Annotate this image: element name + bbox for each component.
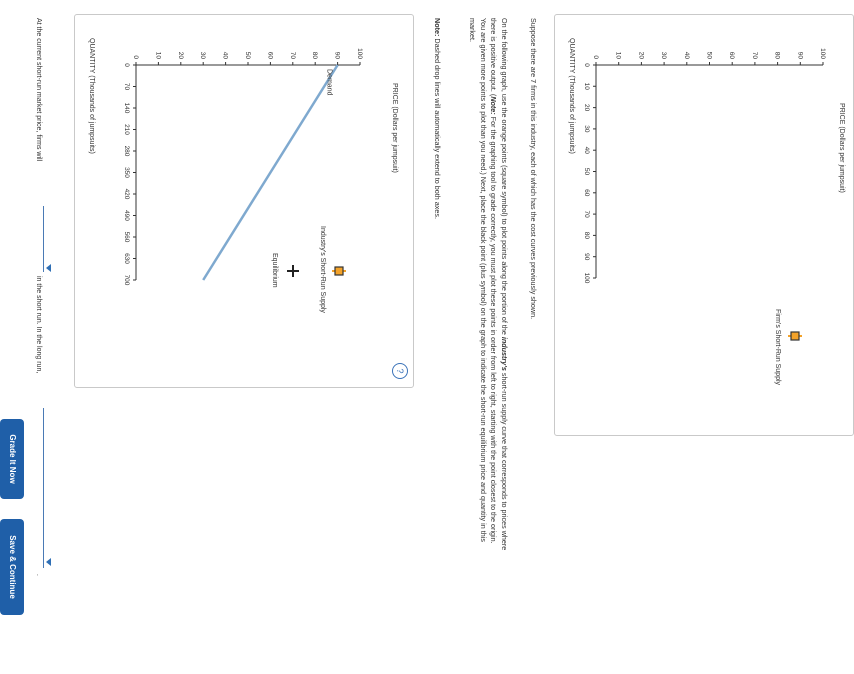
- x-tick-label: 50: [583, 167, 590, 176]
- instructions-text: [467, 18, 509, 554]
- equilibrium-legend-label: Equilibrium: [271, 253, 278, 288]
- y-tick-label: 60: [266, 51, 274, 59]
- y-tick-label: 90: [333, 51, 341, 59]
- chevron-down-icon[interactable]: [46, 558, 51, 566]
- y-axis-title: PRICE (Dollars per jumpsuit): [838, 103, 845, 193]
- x-tick-label: 560: [123, 231, 130, 243]
- intro-text: Suppose there are 7 firms in this industry, each of which has the cost curves previously shown.: [529, 18, 538, 320]
- y-axis-title: PRICE (Dollars per jumpsuit): [391, 83, 398, 173]
- footer-text-3: .: [35, 574, 42, 576]
- x-tick-label: 210: [123, 124, 130, 135]
- y-tick-label: 50: [705, 51, 713, 59]
- x-tick-label: 40: [583, 146, 590, 154]
- demand-label: Demand: [325, 69, 333, 96]
- y-tick-label: 10: [154, 51, 162, 59]
- y-tick-label: 80: [773, 51, 781, 59]
- y-tick-label: 100: [356, 48, 363, 59]
- footer-text-1: At the current short-run market price, firms will: [35, 18, 42, 162]
- x-tick-label: 350: [123, 167, 130, 178]
- x-tick-label: 140: [123, 102, 130, 114]
- industry-supply-legend-label: Industry's Short-Run Supply: [319, 226, 326, 313]
- y-tick-label: 70: [288, 51, 296, 59]
- firm-supply-graph-panel: [554, 14, 854, 436]
- y-tick-label: 0: [132, 55, 139, 59]
- x-axis-title: QUANTITY (Thousands of jumpsuits): [568, 38, 575, 154]
- x-tick-label: 30: [583, 125, 590, 133]
- y-tick-label: 80: [311, 51, 319, 59]
- x-tick-label: 0: [123, 63, 130, 67]
- y-tick-label: 30: [199, 51, 207, 59]
- x-tick-label: 90: [583, 253, 590, 261]
- instructions-note-label: Note:: [489, 96, 499, 115]
- note-label: Note:: [433, 18, 442, 37]
- firm-supply-legend-label: Firm's Short-Run Supply: [774, 309, 781, 386]
- y-tick-label: 70: [750, 51, 758, 59]
- chevron-down-icon[interactable]: [46, 264, 51, 272]
- y-tick-label: 40: [221, 51, 229, 59]
- x-tick-label: 70: [123, 82, 130, 91]
- y-tick-label: 50: [244, 51, 251, 59]
- industry-graph-panel: [74, 14, 414, 388]
- x-tick-label: 60: [583, 189, 590, 197]
- note-body: Dashed drop lines will automatically extend to both axes.: [433, 36, 442, 219]
- x-tick-label: 10: [583, 82, 590, 90]
- x-tick-label: 630: [123, 253, 130, 264]
- y-tick-label: 40: [682, 51, 690, 59]
- instructions-part1: On the following graph, use the orange points (square symbol) to plot points along the portion of the: [500, 18, 509, 337]
- x-axis-title: QUANTITY (Thousands of jumpsuits): [88, 38, 95, 154]
- long-run-action-dropdown[interactable]: [43, 408, 44, 568]
- y-tick-label: 100: [819, 48, 826, 59]
- instructions-emphasis: industry's: [500, 336, 509, 371]
- x-tick-label: 0: [583, 63, 590, 67]
- help-button[interactable]: ?: [392, 363, 408, 379]
- y-tick-label: 30: [660, 51, 668, 59]
- x-tick-label: 490: [123, 210, 130, 221]
- x-tick-label: 420: [123, 188, 130, 200]
- instructions-part2: short-run supply curve that corresponds to prices where there is positive output. (: [489, 18, 509, 551]
- y-tick-label: 20: [176, 51, 184, 59]
- x-tick-label: 280: [123, 145, 130, 157]
- x-tick-label: 80: [583, 231, 590, 240]
- x-tick-label: 20: [583, 103, 590, 112]
- x-tick-label: 100: [583, 272, 590, 284]
- short-run-action-dropdown[interactable]: [43, 206, 44, 272]
- y-tick-label: 90: [796, 51, 804, 59]
- grade-it-now-button[interactable]: Grade It Now: [0, 419, 24, 499]
- y-tick-label: 20: [637, 51, 645, 59]
- save-and-continue-button[interactable]: Save & Continue: [0, 519, 24, 615]
- y-tick-label: 0: [592, 55, 599, 59]
- y-tick-label: 10: [614, 51, 622, 59]
- firm-supply-plot[interactable]: [555, 15, 853, 435]
- orange-square-legend-icon[interactable]: [332, 264, 346, 278]
- instructions-part3: For the graphing tool to grade correctly, you must plot these points in order from left to right, starting with the point closest to the origin. You are given more points to plot than you need.) Next, place the black point (plus symbol) on the graph to indicate the short-run equilibrium price and quantity in this market.: [468, 18, 499, 544]
- footer-text-2: in the short run. In the long run,: [35, 276, 42, 374]
- black-plus-legend-icon[interactable]: [286, 264, 300, 278]
- demand-curve: [203, 65, 337, 280]
- orange-square-legend-icon[interactable]: [788, 329, 802, 343]
- industry-plot[interactable]: [75, 15, 413, 387]
- note-text: [432, 18, 443, 618]
- x-tick-label: 700: [123, 274, 130, 286]
- y-tick-label: 60: [728, 51, 736, 59]
- x-tick-label: 70: [583, 210, 590, 218]
